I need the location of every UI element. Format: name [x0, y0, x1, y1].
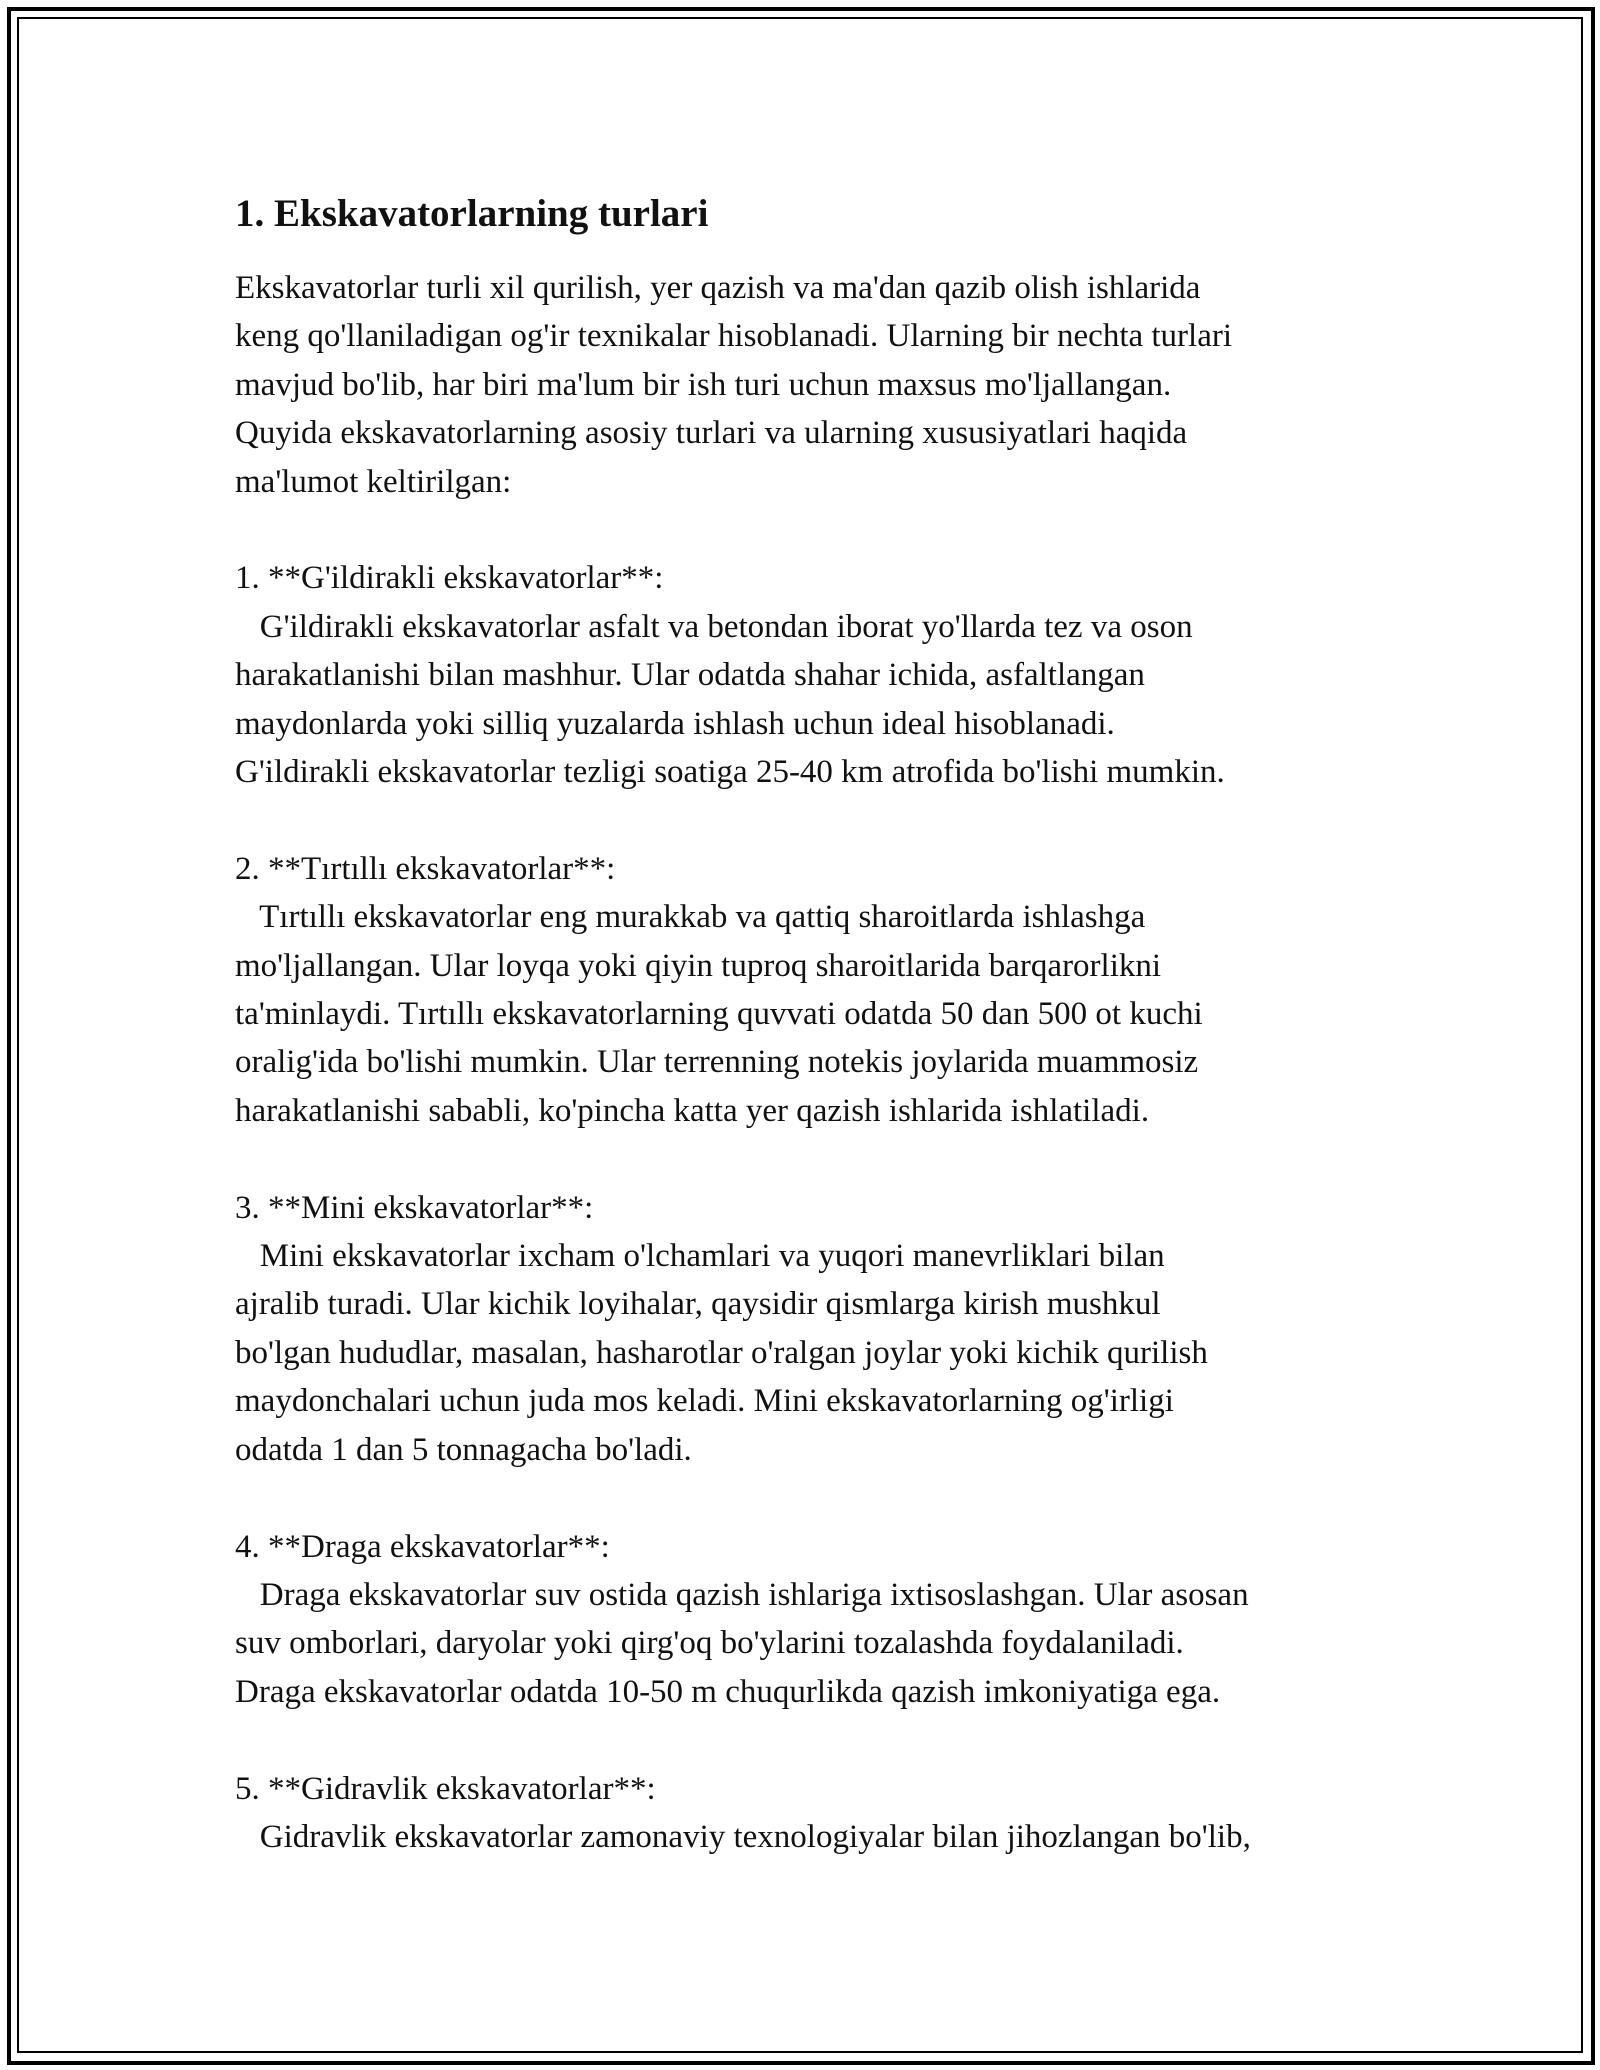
paragraph-gap	[235, 1716, 1395, 1764]
list-item-title: 4. **Draga ekskavatorlar**:	[235, 1528, 610, 1565]
section-heading: 1. Ekskavatorlarning turlari	[235, 192, 709, 235]
list-item-title: 3. **Mini ekskavatorlar**:	[235, 1189, 594, 1226]
list-item-line: G'ildirakli ekskavatorlar asfalt va betondan iborat yo'llarda tez va oson	[235, 608, 1193, 645]
list-item-title: 2. **Tırtıllı ekskavatorlar**:	[235, 850, 616, 887]
list-item-title: 5. **Gidravlik ekskavatorlar**:	[235, 1770, 656, 1807]
intro-line: keng qo'llaniladigan og'ir texnikalar hisoblanadi. Ularning bir nechta turlari	[235, 318, 1233, 355]
list-item-line: Draga ekskavatorlar odatda 10-50 m chuqurlikda qazish imkoniyatiga ega.	[235, 1673, 1221, 1710]
list-item-line: mo'ljallangan. Ular loyqa yoki qiyin tuproq sharoitlarida barqarorlikni	[235, 947, 1162, 984]
paragraph-gap	[235, 796, 1395, 844]
list-item-line: Tırtıllı ekskavatorlar eng murakkab va qattiq sharoitlarda ishlashga	[235, 899, 1146, 936]
document-body	[235, 186, 1395, 1861]
intro-line: Ekskavatorlar turli xil qurilish, yer qazish va ma'dan qazib olish ishlarida	[235, 270, 1201, 306]
list-item-line: maydonlarda yoki silliq yuzalarda ishlash uchun ideal hisoblanadi.	[235, 705, 1115, 742]
list-item-line: ta'minlaydi. Tırtıllı ekskavatorlarning quvvati odatda 50 dan 500 ot kuchi	[235, 996, 1203, 1033]
intro-line: ma'lumot keltirilgan:	[235, 463, 512, 500]
list-item-line: G'ildirakli ekskavatorlar tezligi soatiga 25-40 km atrofida bo'lishi mumkin.	[235, 754, 1225, 791]
intro-line: Quyida ekskavatorlarning asosiy turlari va ularning xususiyatlari haqida	[235, 415, 1188, 452]
list-item-title: 1. **G'ildirakli ekskavatorlar**:	[235, 560, 664, 597]
intro-paragraph	[235, 264, 1395, 1861]
list-item-line: Draga ekskavatorlar suv ostida qazish ishlariga ixtisoslashgan. Ular asosan	[235, 1576, 1249, 1613]
paragraph-gap	[235, 506, 1395, 554]
intro-line: mavjud bo'lib, har biri ma'lum bir ish turi uchun maxsus mo'ljallangan.	[235, 366, 1172, 403]
list-item-line: harakatlanishi bilan mashhur. Ular odatda shahar ichida, asfaltlangan	[235, 657, 1145, 694]
list-item-line: maydonchalari uchun juda mos keladi. Mini ekskavatorlarning og'irligi	[235, 1383, 1174, 1420]
list-item-line: bo'lgan hududlar, masalan, hasharotlar o'ralgan joylar yoki kichik qurilish	[235, 1334, 1208, 1371]
list-item-line: ajralib turadi. Ular kichik loyihalar, qaysidir qismlarga kirish mushkul	[235, 1286, 1161, 1323]
list-item-line: Mini ekskavatorlar ixcham o'lchamlari va yuqori manevrliklari bilan	[235, 1238, 1165, 1275]
list-item-line: oralig'ida bo'lishi mumkin. Ular terrenning notekis joylarida muammosiz	[235, 1044, 1199, 1081]
list-item-line: harakatlanishi sababli, ko'pincha katta yer qazish ishlarida ishlatiladi.	[235, 1092, 1150, 1129]
list-item-line: suv omborlari, daryolar yoki qirg'oq bo'ylarini tozalashda foydalaniladi.	[235, 1625, 1184, 1662]
paragraph-gap	[235, 1474, 1395, 1522]
list-item-line: odatda 1 dan 5 tonnagacha bo'ladi.	[235, 1431, 692, 1468]
paragraph-gap	[235, 1135, 1395, 1183]
list-item-line: Gidravlik ekskavatorlar zamonaviy texnologiyalar bilan jihozlangan bo'lib,	[235, 1818, 1251, 1855]
